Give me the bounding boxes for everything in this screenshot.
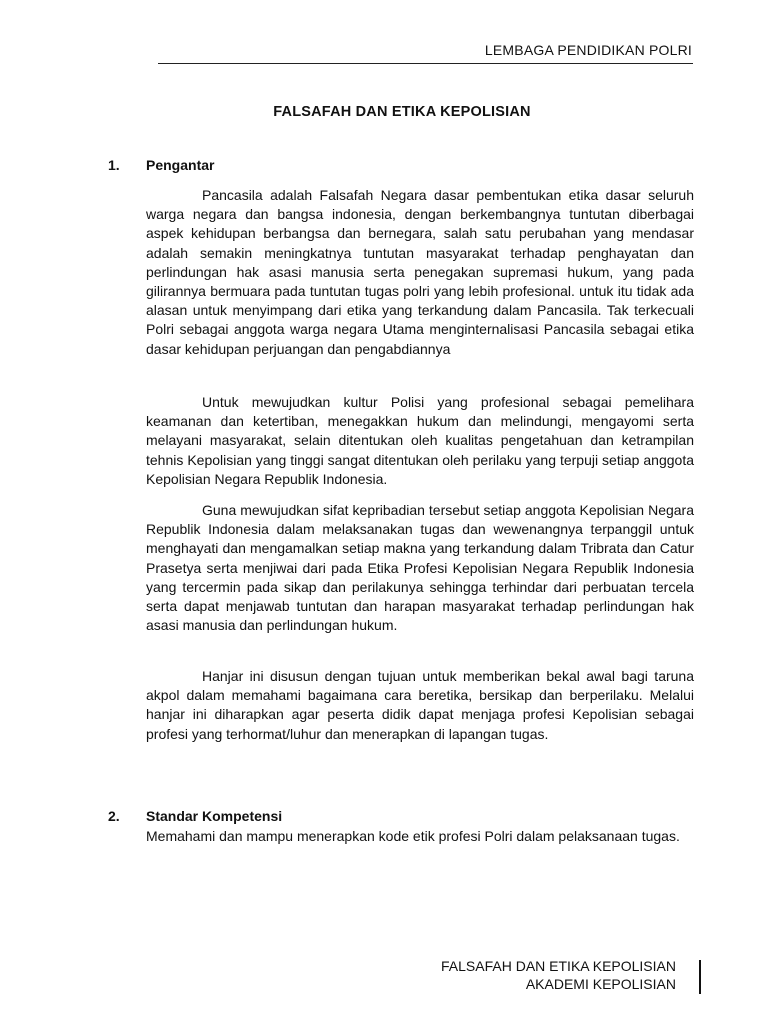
header-rule [158,63,693,64]
footer-vertical-rule [699,960,701,994]
section-1-paragraph-2: Untuk mewujudkan kultur Polisi yang profesional sebagai pemelihara keamanan dan ketertiban, menegakkan hukum dan melindungi, mengayomi serta melayani masyarakat, selain ditentukan oleh kualitas pengetahuan dan ketrampilan tehnis Kepolisian yang tinggi sangat ditentukan oleh perilaku yang terpuji setiap anggota Kepolisian Negara Republik Indonesia. [146,394,694,487]
document-title: FALSAFAH DAN ETIKA KEPOLISIAN [273,104,531,120]
section-2-heading: Standar Kompetensi [146,808,283,824]
section-1-paragraph-3: Guna mewujudkan sifat kepribadian tersebut setiap anggota Kepolisian Negara Republik Indonesia dalam melaksanakan tugas dan wewenangnya terpanggil untuk menghayati dan mengamalkan setiap makna yang terkandung dalam Tribrata dan Catur Prasetya serta menjiwai dari pada Etika Profesi Kepolisian Negara Republik Indonesia yang tercermin pada sikap dan perilakunya sehingga terhindar dari perbuatan tercela serta dapat menjawab tuntutan dan harapan masyarakat terhadap perlindungan hak asasi manusia dan perlindungan hukum. [146,502,694,634]
section-1-heading: Pengantar [146,157,215,173]
section-1-number: 1. [108,157,120,173]
running-header: LEMBAGA PENDIDIKAN POLRI [484,42,692,58]
section-1-paragraph-1: Pancasila adalah Falsafah Negara dasar pembentukan etika dasar seluruh warga negara dan bangsa indonesia, dengan berkembangnya tuntutan diberbagai aspek kehidupan berbangsa dan bernegara, salah satu perubahan yang mendasar adalah semakin meningkatnya tuntutan masyarakat terhadap penghayatan dan perlindungan hak asasi manusia serta penegakan supremasi hukum, yang pada gilirannya bermuara pada tuntutan tugas polri yang lebih profesional. untuk itu tidak ada alasan untuk menyimpang dari etika yang terkandung dalam Pancasila. Tak terkecuali Polri sebagai anggota warga negara Utama menginternalisasi Pancasila sebagai etika dasar kehidupan perjuangan dan pengabdiannya [146,187,694,357]
running-footer [441,957,676,993]
footer-line-2: AKADEMI KEPOLISIAN [525,976,676,992]
section-1-paragraph-4: Hanjar ini disusun dengan tujuan untuk memberikan bekal awal bagi taruna akpol dalam memahami bagaimana cara beretika, bersikap dan berperilaku. Melalui hanjar ini diharapkan agar peserta didik dapat menjaga profesi Kepolisian sebagai profesi yang terhormat/luhur dan menerapkan di lapangan tugas. [146,668,694,742]
section-2-paragraph-1: Memahami dan mampu menerapkan kode etik profesi Polri dalam pelaksanaan tugas. [146,828,680,844]
section-2-number: 2. [108,808,120,824]
footer-line-1: FALSAFAH DAN ETIKA KEPOLISIAN [441,958,676,974]
